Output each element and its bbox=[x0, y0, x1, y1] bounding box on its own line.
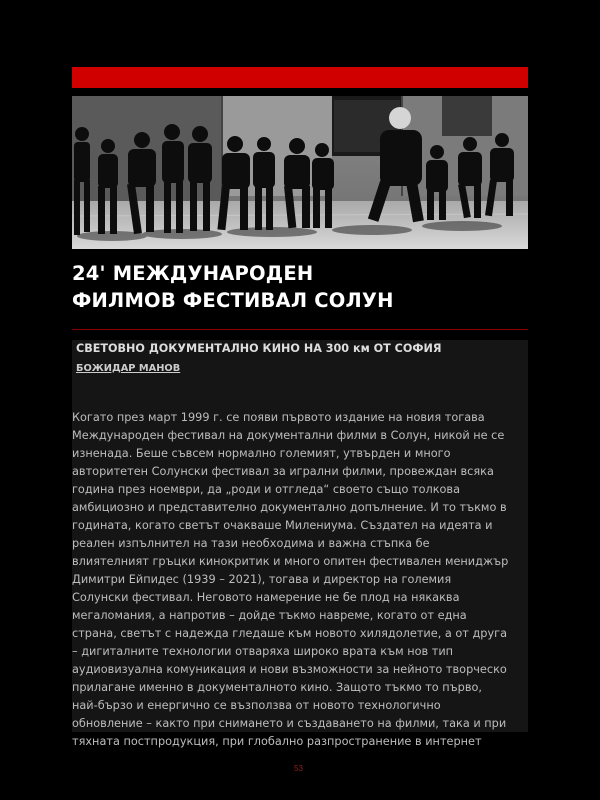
article-body bbox=[72, 409, 532, 748]
title-line: 24' МЕЖДУНАРОДЕН bbox=[72, 262, 314, 285]
page-number: 53 bbox=[294, 764, 303, 773]
body-line: реален изпълнител на тази необходима и важна стъпка бе bbox=[72, 537, 430, 550]
body-line: година през ноември, да „роди и отгледа“ своето също толкова bbox=[72, 483, 461, 496]
body-line: най-бързо и енергично се възползва от новото технологично bbox=[72, 699, 441, 712]
body-line: Международен фестивал на документални филми в Солун, никой не се bbox=[72, 429, 505, 442]
body-line: – дигиталните технологии отваряха широко врата към нов тип bbox=[72, 645, 454, 658]
body-line: прилагане именно в документалното кино. Защото тъкмо то първо, bbox=[72, 681, 482, 694]
article-title bbox=[72, 260, 528, 314]
body-line: мегаломания, а напротив – дойде тъкмо навреме, когато от една bbox=[72, 609, 467, 622]
body-line: авторитетен Солунски фестивал за игрални филми, провеждан всяка bbox=[72, 465, 494, 478]
title-divider bbox=[72, 329, 528, 330]
body-line: обновление – както при снимането и създаването на филми, така и при bbox=[72, 717, 507, 730]
article-subtitle: СВЕТОВНО ДОКУМЕНТАЛНО КИНО НА 300 км ОТ СОФИЯ bbox=[76, 342, 442, 355]
article-author: БОЖИДАР МАНОВ bbox=[76, 363, 181, 374]
body-line: Когато през март 1999 г. се появи първото издание на новия тогава bbox=[72, 411, 485, 424]
body-line: Димитри Ейпидес (1939 – 2021), тогава и директор на големия bbox=[72, 573, 452, 586]
body-line: годината, когато светът очакваше Милениума. Създател на идеята и bbox=[72, 519, 493, 532]
body-line: влиятелният гръцки кинокритик и много опитен фестивален мениджър bbox=[72, 555, 509, 568]
body-line: тяхната постпродукция, при глобално разпространение в интернет bbox=[72, 735, 482, 748]
red-banner bbox=[72, 67, 528, 88]
body-line: страна, светът с надежда гледаше към новото хилядолетие, а от друга bbox=[72, 627, 508, 640]
body-line: амбициозно и представително документално допълнение. И то тъкмо в bbox=[72, 501, 507, 514]
title-line: ФИЛМОВ ФЕСТИВАЛ СОЛУН bbox=[72, 289, 394, 312]
body-line: изненада. Беше съвсем нормално големият, утвърден и много bbox=[72, 447, 451, 460]
body-line: аудиовизуална комуникация и нови възможности за нейното творческо bbox=[72, 663, 507, 676]
header-photo bbox=[72, 96, 528, 249]
body-line: Солунски фестивал. Неговото намерение не бе плод на някаква bbox=[72, 591, 460, 604]
